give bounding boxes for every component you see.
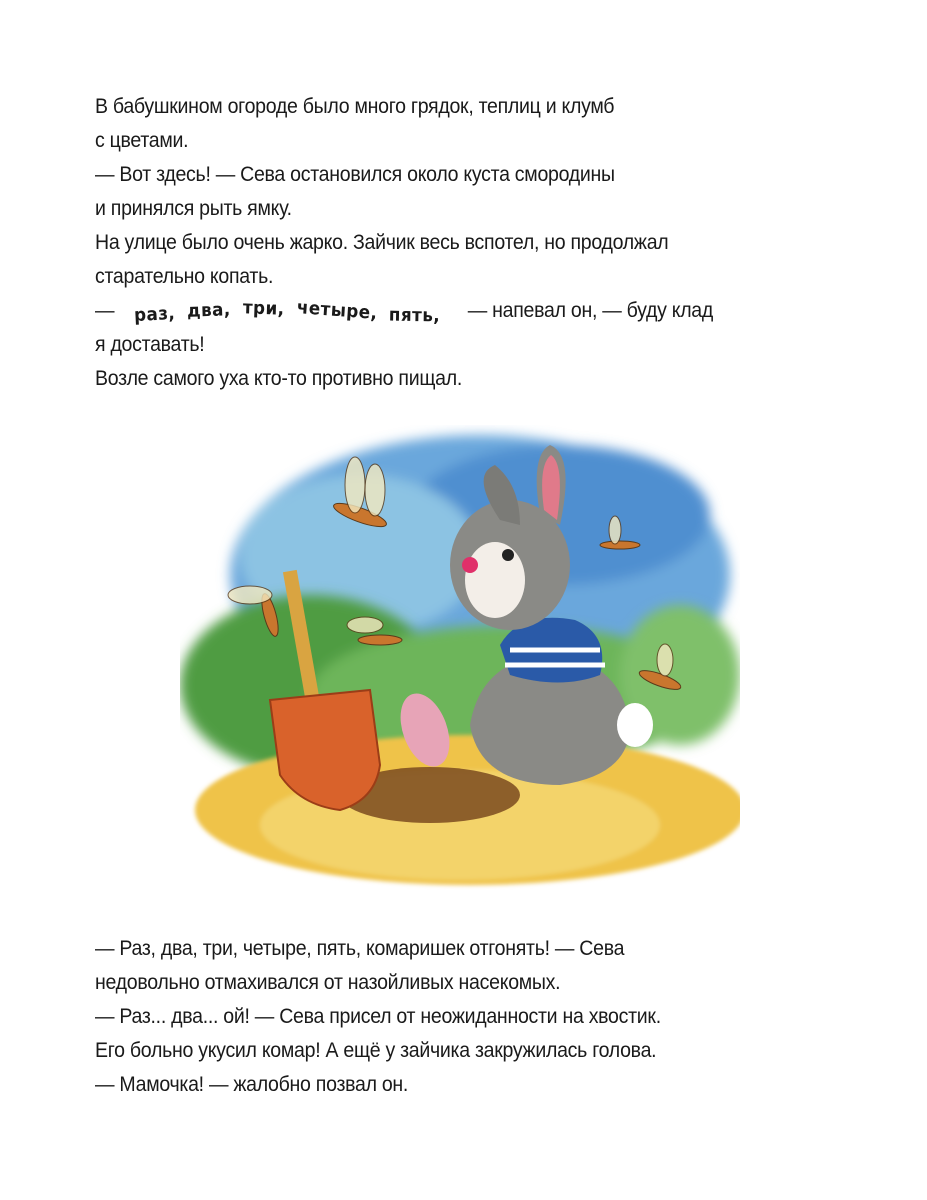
text-line: На улице было очень жарко. Зайчик весь вспотел, но продолжал bbox=[95, 231, 669, 254]
song-lyrics bbox=[134, 295, 446, 329]
song-suffix: — напевал он, — буду клад bbox=[467, 299, 714, 322]
text-line: Его больно укусил комар! А ещё у зайчика закружилась голова. bbox=[95, 1039, 657, 1062]
bunny-illustration bbox=[180, 425, 740, 895]
song-word: раз, bbox=[133, 302, 176, 327]
text-line: — Раз... два... ой! — Сева присел от неожиданности на хвостик. bbox=[95, 1005, 661, 1028]
song-word: три, bbox=[242, 297, 285, 320]
text-line: В бабушкином огороде было много грядок, теплиц и клумб bbox=[95, 95, 615, 118]
song-word: четыре, bbox=[295, 297, 378, 325]
story-text-bottom bbox=[95, 932, 835, 1102]
song-word: пять, bbox=[388, 304, 441, 327]
text-line: недовольно отмахивался от назойливых насекомых. bbox=[95, 971, 561, 994]
text-line: с цветами. bbox=[95, 129, 189, 152]
song-line bbox=[95, 294, 783, 328]
dash: — bbox=[95, 299, 115, 322]
text-line: — Мамочка! — жалобно позвал он. bbox=[95, 1073, 409, 1096]
story-text-top bbox=[95, 90, 835, 396]
text-line: и принялся рыть ямку. bbox=[95, 197, 292, 220]
text-line: — Раз, два, три, четыре, пять, комаришек отгонять! — Сева bbox=[95, 937, 625, 960]
text-line: старательно копать. bbox=[95, 265, 274, 288]
text-line: я доставать! bbox=[95, 333, 205, 356]
text-line: — Вот здесь! — Сева остановился около куста смородины bbox=[95, 163, 615, 186]
text-line: Возле самого уха кто-то противно пищал. bbox=[95, 367, 462, 390]
song-word: два, bbox=[187, 299, 232, 322]
